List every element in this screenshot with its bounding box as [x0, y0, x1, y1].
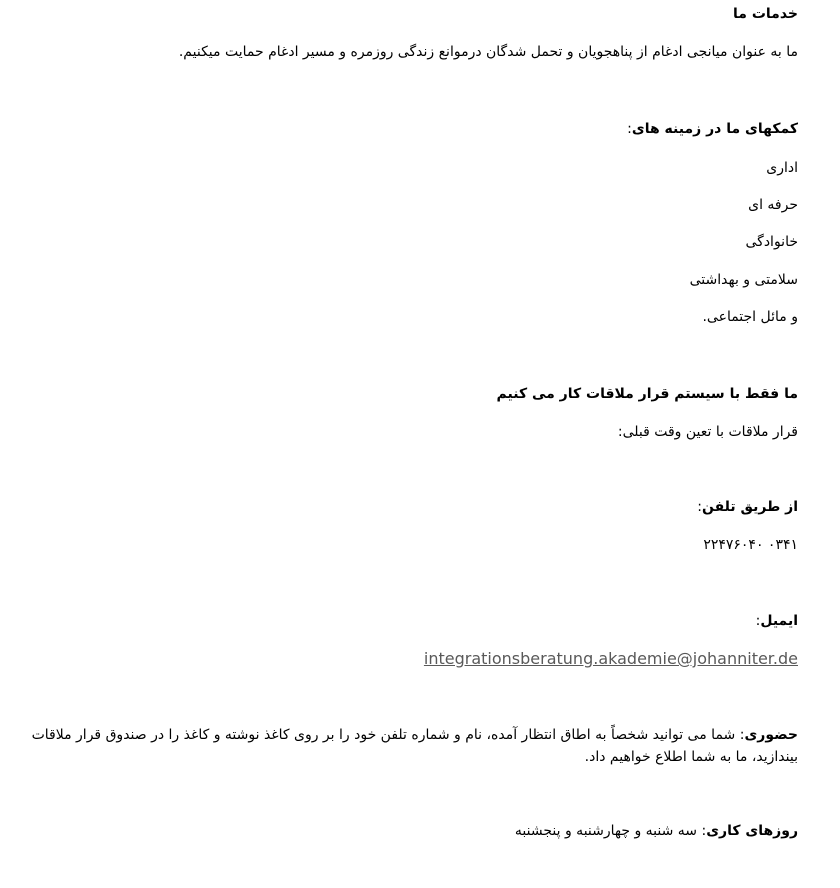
phone-heading	[697, 499, 798, 515]
help-item-health: سلامتی و بهداشتی	[689, 272, 798, 288]
in-person-text: : شما می توانید شخصاً به اطاق انتظار آمده، نام و شماره تلفن خود را بر روی کاغذ نوشته و کاغذ را در صندوق قرار ملاقات بیندازید، ما به شما اطلاع خواهیم داد.	[31, 727, 798, 765]
in-person-label: حضوری	[744, 727, 798, 743]
phone-heading-suffix: :	[697, 499, 702, 515]
email-heading	[756, 613, 798, 629]
help-heading-bold: کمکهای ما در زمینه های	[631, 121, 798, 137]
phone-number: ۰۳۴۱ ۲۲۴۷۶۰۴۰	[703, 537, 798, 553]
email-heading-bold: ایمیل	[760, 613, 798, 629]
phone-heading-bold: از طریق تلفن	[701, 499, 798, 515]
services-description: ما به عنوان میانجی ادغام از پناهجویان و تحمل شدگان درموانع زندگی روزمره و مسیر ادغام حمایت میکنیم.	[178, 44, 798, 60]
appointments-heading: ما فقط با سیستم قرار ملاقات کار می کنیم	[496, 386, 798, 402]
email-link[interactable]: integrationsberatung.akademie@johanniter.de	[423, 649, 798, 668]
services-heading: خدمات ما	[733, 6, 798, 22]
help-item-administrative: اداری	[766, 160, 798, 176]
working-days	[515, 823, 798, 839]
help-heading	[627, 121, 798, 137]
email-heading-suffix: :	[755, 613, 761, 629]
help-item-family: خانوادگی	[745, 234, 798, 250]
help-item-social: و مائل اجتماعی.	[702, 309, 798, 325]
working-days-label: روزهای کاری	[706, 823, 798, 839]
help-heading-suffix: :	[627, 121, 632, 137]
help-item-professional: حرفه ای	[748, 197, 798, 213]
appointments-subtext: قرار ملاقات با تعین وقت قبلی:	[617, 424, 798, 440]
working-days-text: : سه شنبه و چهارشنبه و پنجشنبه	[514, 823, 707, 839]
in-person-paragraph	[24, 724, 798, 768]
